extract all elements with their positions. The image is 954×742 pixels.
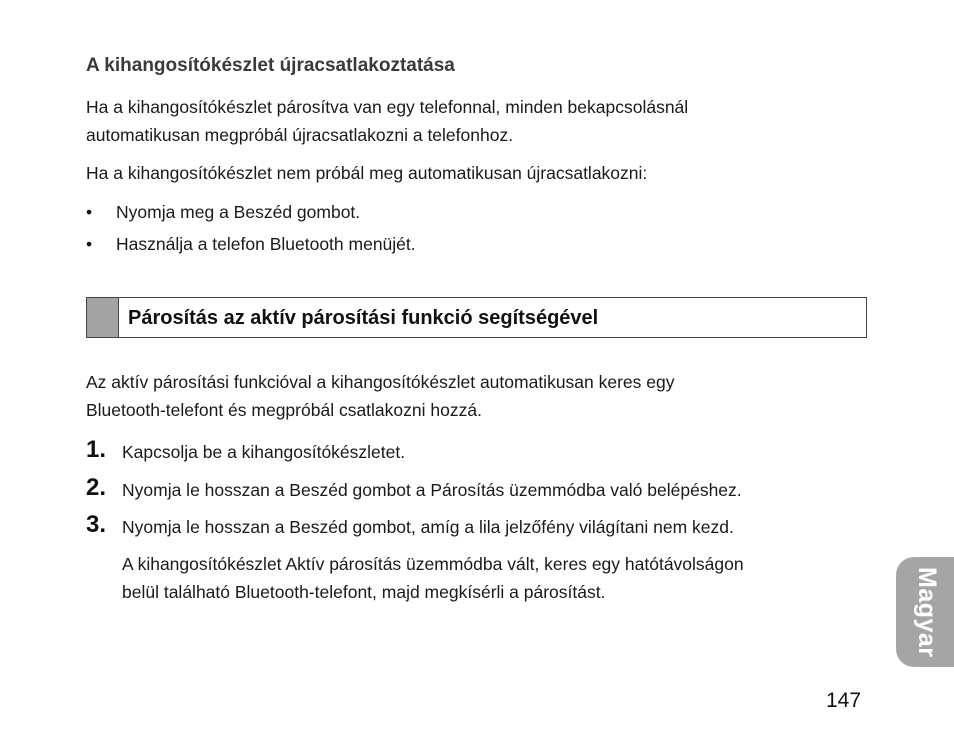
language-tab-label: Magyar — [913, 566, 941, 658]
list-item-text: Használja a telefon Bluetooth menüjét. — [116, 234, 416, 254]
section-marker — [87, 298, 119, 337]
language-tab — [896, 557, 954, 667]
list-item — [86, 232, 416, 256]
step-text: Nyomja le hosszan a Beszéd gombot a Párosítás üzemmódba való belépéshez. — [122, 480, 742, 500]
list-item — [86, 200, 360, 224]
list-item-text: Nyomja meg a Beszéd gombot. — [116, 202, 361, 222]
step-number: 3. — [86, 511, 107, 538]
step-text: Kapcsolja be a kihangosítókészletet. — [122, 442, 406, 462]
page-number: 147 — [826, 689, 862, 712]
bullet-marker: • — [86, 234, 93, 254]
step-note-line: A kihangosítókészlet Aktív párosítás üzemmódba vált, keres egy hatótávolságon — [122, 554, 744, 574]
section-header — [86, 297, 867, 338]
step-note-line: belül található Bluetooth-telefont, majd megkísérli a párosítást. — [122, 582, 606, 602]
paragraph-line: automatikusan megpróbál újracsatlakozni a telefonhoz. — [86, 125, 514, 145]
bullet-marker: • — [86, 202, 93, 222]
paragraph-line: Bluetooth-telefont és megpróbál csatlakozni hozzá. — [86, 400, 482, 420]
paragraph-line: Az aktív párosítási funkcióval a kihangosítókészlet automatikusan keres egy — [86, 372, 675, 392]
section-title: Párosítás az aktív párosítási funkció segítségével — [128, 307, 599, 329]
step-number: 1. — [86, 436, 107, 463]
paragraph-line: Ha a kihangosítókészlet párosítva van egy telefonnal, minden bekapcsolásnál — [86, 97, 689, 117]
step-number: 2. — [86, 474, 107, 501]
paragraph: Ha a kihangosítókészlet nem próbál meg automatikusan újracsatlakozni: — [86, 163, 648, 183]
step-text: Nyomja le hosszan a Beszéd gombot, amíg a lila jelzőfény világítani nem kezd. — [122, 517, 734, 537]
subsection-heading: A kihangosítókészlet újracsatlakoztatása — [86, 55, 455, 76]
